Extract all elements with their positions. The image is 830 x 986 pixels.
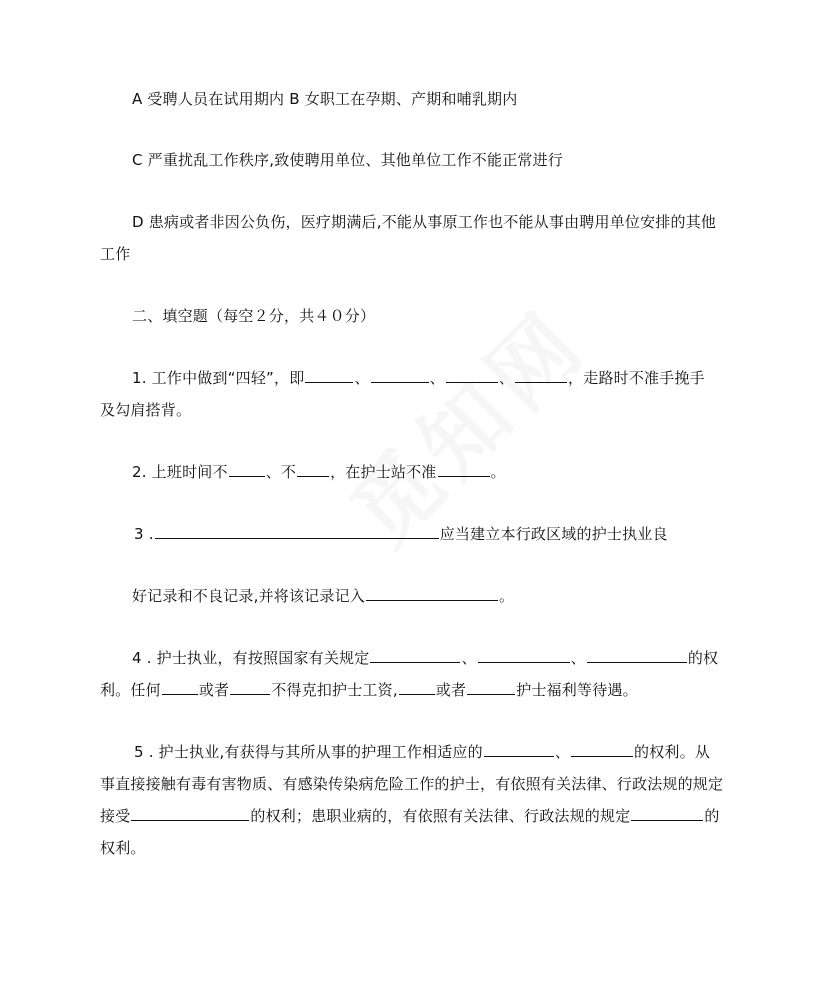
q1-separator-3: 、	[498, 369, 515, 387]
question-4-line-1	[132, 643, 742, 674]
q4-blank-3[interactable]	[587, 648, 687, 663]
q5-separator: 、	[554, 743, 571, 761]
question-5-line-3	[100, 801, 740, 832]
question-4-line-2-b: 或者	[198, 681, 230, 699]
question-2-mid-2: ，在护士站不准	[330, 463, 437, 481]
section-fill-in-title: 二、填空题（每空２分，共４０分）	[132, 307, 376, 325]
q2-blank-1[interactable]	[229, 462, 265, 477]
q1-blank-3[interactable]	[446, 368, 498, 383]
question-1-suffix: ，走路时不准手挽手	[568, 369, 705, 387]
q3-blank-2[interactable]	[366, 586, 498, 601]
question-5-line-4: 权利。	[100, 839, 146, 857]
q1-blank-1[interactable]	[305, 368, 353, 383]
q5-blank-4[interactable]	[631, 806, 703, 821]
question-5-line-3-prefix: 接受	[100, 807, 131, 825]
q4-blank-1[interactable]	[370, 648, 460, 663]
q1-separator-2: 、	[429, 369, 445, 387]
q4-separator-1: 、	[461, 649, 477, 667]
q5-blank-1[interactable]	[484, 742, 554, 757]
q4-blank-2[interactable]	[478, 648, 570, 663]
q5-blank-2[interactable]	[571, 742, 633, 757]
question-1-line-1	[132, 363, 742, 394]
question-3-line-1	[134, 519, 740, 550]
question-2	[132, 457, 742, 488]
q3-blank-1[interactable]	[155, 524, 439, 539]
question-1-prefix: 1. 工作中做到“四轻”，即	[132, 369, 305, 387]
question-3-line-2	[132, 581, 742, 612]
question-4-suffix: 的权	[687, 649, 719, 667]
option-d-line-2: 工作	[100, 245, 131, 263]
q1-blank-4[interactable]	[515, 368, 567, 383]
q4-blank-6[interactable]	[399, 680, 435, 695]
question-3-prefix: 3 .	[134, 525, 154, 543]
question-5-line-3-suffix: 的	[704, 807, 720, 825]
question-2-prefix: 2. 上班时间不	[132, 463, 228, 481]
q2-blank-3[interactable]	[438, 462, 490, 477]
question-4-line-2-c: 不得克扣护士工资,	[271, 681, 398, 699]
question-1-line-2: 及勾肩搭背。	[100, 401, 192, 419]
question-2-suffix: 。	[490, 463, 506, 481]
question-4-prefix: 4 . 护士执业，有按照国家有关规定	[132, 649, 370, 667]
option-a-b: A 受聘人员在试用期内 B 女职工在孕期、产期和哺乳期内	[132, 90, 518, 108]
question-3-line-2-suffix: 。	[498, 587, 515, 605]
question-3-line-2-prefix: 好记录和不良记录,并将该记录记入	[132, 587, 365, 605]
q1-separator-1: 、	[354, 369, 370, 387]
question-4-line-2-a: 利。任何	[100, 681, 161, 699]
question-4-line-2-e: 护士福利等待遇。	[516, 681, 638, 699]
question-2-mid: 、不	[265, 463, 297, 481]
q1-blank-2[interactable]	[371, 368, 429, 383]
question-5-line-1	[134, 737, 740, 768]
question-5-line-2: 事直接接触有毒有害物质、有感染传染病危险工作的护士，有依照有关法律、行政法规的规定	[100, 775, 724, 793]
q5-blank-3[interactable]	[131, 806, 249, 821]
question-3-suffix: 应当建立本行政区域的护士执业良	[439, 525, 668, 543]
q4-separator-2: 、	[570, 649, 586, 667]
q4-blank-5[interactable]	[230, 680, 270, 695]
question-4-line-2-d: 或者	[435, 681, 467, 699]
question-5-prefix: 5 . 护士执业,有获得与其所从事的护理工作相适应的	[134, 743, 483, 761]
q4-blank-7[interactable]	[467, 680, 515, 695]
option-d-line-1: D 患病或者非因公负伤，医疗期满后,不能从事原工作也不能从事由聘用单位安排的其他	[132, 213, 717, 231]
q4-blank-4[interactable]	[162, 680, 198, 695]
question-4-line-2	[100, 675, 740, 706]
option-c: C 严重扰乱工作秩序,致使聘用单位、其他单位工作不能正常进行	[132, 151, 564, 169]
question-5-line-3-mid: 的权利；患职业病的，有依照有关法律、行政法规的规定	[250, 807, 631, 825]
q2-blank-2[interactable]	[297, 462, 329, 477]
question-5-suffix: 的权利。从	[634, 743, 711, 761]
